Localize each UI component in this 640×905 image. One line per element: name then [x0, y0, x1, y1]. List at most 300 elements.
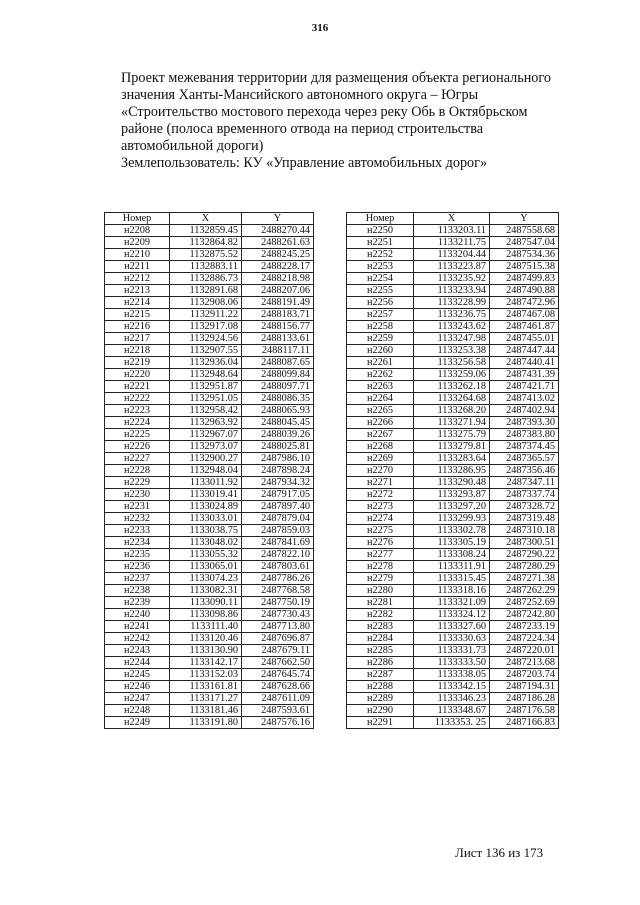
table-row — [105, 381, 314, 393]
y-coordinate-cell: 2487576.16 — [242, 717, 314, 729]
x-coordinate-cell: 1133120.46 — [170, 633, 242, 645]
point-number-cell: н2286 — [347, 657, 414, 669]
y-coordinate-cell: 2487431.39 — [490, 369, 559, 381]
point-number-cell: н2283 — [347, 621, 414, 633]
x-coordinate-cell: 1132864.82 — [170, 237, 242, 249]
table-row — [105, 669, 314, 681]
table-row — [105, 357, 314, 369]
x-coordinate-cell: 1132859.45 — [170, 225, 242, 237]
y-coordinate-cell: 2487547.04 — [490, 237, 559, 249]
table-row — [105, 285, 314, 297]
point-number-cell: н2273 — [347, 501, 414, 513]
y-coordinate-cell: 2488133.61 — [242, 333, 314, 345]
table-row — [105, 717, 314, 729]
x-coordinate-cell: 1133348.67 — [414, 705, 490, 717]
point-number-cell: н2284 — [347, 633, 414, 645]
point-number-cell: н2267 — [347, 429, 414, 441]
table-row — [347, 489, 559, 501]
table-row — [347, 621, 559, 633]
x-coordinate-cell: 1133191.80 — [170, 717, 242, 729]
y-coordinate-cell: 2487166.83 — [490, 717, 559, 729]
table-row — [105, 273, 314, 285]
y-coordinate-cell: 2487413.02 — [490, 393, 559, 405]
table-row — [347, 285, 559, 297]
x-coordinate-cell: 1133279.81 — [414, 441, 490, 453]
y-coordinate-cell: 2487750.19 — [242, 597, 314, 609]
x-coordinate-cell: 1133271.94 — [414, 417, 490, 429]
x-coordinate-cell: 1133223.87 — [414, 261, 490, 273]
point-number-cell: н2288 — [347, 681, 414, 693]
table-row — [105, 309, 314, 321]
point-number-cell: н2215 — [105, 309, 170, 321]
point-number-cell: н2282 — [347, 609, 414, 621]
table-row — [347, 405, 559, 417]
x-coordinate-cell: 1133290.48 — [414, 477, 490, 489]
table-row — [347, 657, 559, 669]
y-coordinate-cell: 2487730.43 — [242, 609, 314, 621]
x-coordinate-cell: 1132951.87 — [170, 381, 242, 393]
table-row — [347, 297, 559, 309]
table-header-row — [105, 213, 314, 225]
point-number-cell: н2211 — [105, 261, 170, 273]
table-row — [105, 453, 314, 465]
table-row — [347, 573, 559, 585]
x-coordinate-cell: 1133233.94 — [414, 285, 490, 297]
x-coordinate-cell: 1132908.06 — [170, 297, 242, 309]
point-number-cell: н2279 — [347, 573, 414, 585]
table-row — [105, 249, 314, 261]
point-number-cell: н2237 — [105, 573, 170, 585]
x-coordinate-cell: 1133311.91 — [414, 561, 490, 573]
point-number-cell: н2285 — [347, 645, 414, 657]
point-number-cell: н2226 — [105, 441, 170, 453]
x-coordinate-cell: 1133321.09 — [414, 597, 490, 609]
point-number-cell: н2239 — [105, 597, 170, 609]
table-row — [347, 537, 559, 549]
table-row — [347, 333, 559, 345]
x-coordinate-cell: 1133299.93 — [414, 513, 490, 525]
table-row — [105, 225, 314, 237]
point-number-cell: н2235 — [105, 549, 170, 561]
table-row — [105, 597, 314, 609]
y-coordinate-cell: 2487986.10 — [242, 453, 314, 465]
y-coordinate-cell: 2488045.45 — [242, 417, 314, 429]
x-coordinate-cell: 1132973.07 — [170, 441, 242, 453]
y-coordinate-cell: 2487841.69 — [242, 537, 314, 549]
x-coordinate-cell: 1132948.04 — [170, 465, 242, 477]
x-coordinate-cell: 1133333.50 — [414, 657, 490, 669]
y-coordinate-cell: 2487224.34 — [490, 633, 559, 645]
table-row — [105, 501, 314, 513]
page-number: 316 — [311, 22, 329, 34]
y-coordinate-cell: 2488087.65 — [242, 357, 314, 369]
point-number-cell: н2250 — [347, 225, 414, 237]
x-coordinate-cell: 1133038.75 — [170, 525, 242, 537]
point-number-cell: н2275 — [347, 525, 414, 537]
table-row — [105, 525, 314, 537]
point-number-cell: н2213 — [105, 285, 170, 297]
table-row — [105, 261, 314, 273]
point-number-cell: н2248 — [105, 705, 170, 717]
x-coordinate-cell: 1133130.90 — [170, 645, 242, 657]
y-coordinate-cell: 2487337.74 — [490, 489, 559, 501]
header-line: «Строительство мостового перехода через реку Обь в Октябрьском — [121, 104, 528, 120]
y-coordinate-cell: 2487300.51 — [490, 537, 559, 549]
y-coordinate-cell: 2487280.29 — [490, 561, 559, 573]
x-coordinate-cell: 1133259.06 — [414, 369, 490, 381]
y-coordinate-cell: 2487558.68 — [490, 225, 559, 237]
x-coordinate-cell: 1132886.73 — [170, 273, 242, 285]
y-coordinate-cell: 2487262.29 — [490, 585, 559, 597]
y-coordinate-cell: 2487328.72 — [490, 501, 559, 513]
table-row — [105, 297, 314, 309]
y-coordinate-cell: 2487383.80 — [490, 429, 559, 441]
y-coordinate-cell: 2487472.96 — [490, 297, 559, 309]
point-number-cell: н2234 — [105, 537, 170, 549]
table-row — [347, 393, 559, 405]
point-number-cell: н2265 — [347, 405, 414, 417]
x-coordinate-cell: 1132911.22 — [170, 309, 242, 321]
table-row — [105, 537, 314, 549]
point-number-cell: н2238 — [105, 585, 170, 597]
x-coordinate-cell: 1133353. 25 — [414, 717, 490, 729]
y-coordinate-cell: 2487628.66 — [242, 681, 314, 693]
y-coordinate-cell: 2487440.41 — [490, 357, 559, 369]
y-coordinate-cell: 2488065.93 — [242, 405, 314, 417]
point-number-cell: н2253 — [347, 261, 414, 273]
point-number-cell: н2254 — [347, 273, 414, 285]
x-coordinate-cell: 1133315.45 — [414, 573, 490, 585]
table-row — [105, 513, 314, 525]
y-coordinate-cell: 2487859.03 — [242, 525, 314, 537]
point-number-cell: н2222 — [105, 393, 170, 405]
table-row — [347, 369, 559, 381]
header-line: Проект межевания территории для размещения объекта регионального — [121, 70, 551, 86]
y-coordinate-cell: 2487220.01 — [490, 645, 559, 657]
x-coordinate-cell: 1132891.68 — [170, 285, 242, 297]
point-number-cell: н2228 — [105, 465, 170, 477]
table-row — [347, 717, 559, 729]
x-coordinate-cell: 1133302.78 — [414, 525, 490, 537]
table-row — [347, 609, 559, 621]
table-row — [347, 633, 559, 645]
y-coordinate-cell: 2487534.36 — [490, 249, 559, 261]
x-coordinate-cell: 1133346.23 — [414, 693, 490, 705]
x-coordinate-cell: 1133262.18 — [414, 381, 490, 393]
point-number-cell: н2225 — [105, 429, 170, 441]
point-number-cell: н2241 — [105, 621, 170, 633]
column-header-y: Y — [242, 213, 314, 225]
x-coordinate-cell: 1133293.87 — [414, 489, 490, 501]
point-number-cell: н2219 — [105, 357, 170, 369]
y-coordinate-cell: 2488261.63 — [242, 237, 314, 249]
y-coordinate-cell: 2487242.80 — [490, 609, 559, 621]
x-coordinate-cell: 1133152.03 — [170, 669, 242, 681]
table-row — [347, 501, 559, 513]
point-number-cell: н2269 — [347, 453, 414, 465]
point-number-cell: н2230 — [105, 489, 170, 501]
y-coordinate-cell: 2487461.87 — [490, 321, 559, 333]
table-row — [105, 561, 314, 573]
table-row — [105, 369, 314, 381]
point-number-cell: н2216 — [105, 321, 170, 333]
y-coordinate-cell: 2488025.81 — [242, 441, 314, 453]
point-number-cell: н2264 — [347, 393, 414, 405]
document-header — [121, 70, 591, 172]
x-coordinate-cell: 1133324.12 — [414, 609, 490, 621]
y-coordinate-cell: 2488086.35 — [242, 393, 314, 405]
x-coordinate-cell: 1133228.99 — [414, 297, 490, 309]
point-number-cell: н2290 — [347, 705, 414, 717]
x-coordinate-cell: 1133074.23 — [170, 573, 242, 585]
y-coordinate-cell: 2487393.30 — [490, 417, 559, 429]
x-coordinate-cell: 1133171.27 — [170, 693, 242, 705]
point-number-cell: н2277 — [347, 549, 414, 561]
table-row — [347, 681, 559, 693]
x-coordinate-cell: 1132958.42 — [170, 405, 242, 417]
table-row — [347, 381, 559, 393]
x-coordinate-cell: 1133235.92 — [414, 273, 490, 285]
x-coordinate-cell: 1133342.15 — [414, 681, 490, 693]
y-coordinate-cell: 2487455.01 — [490, 333, 559, 345]
table-row — [347, 525, 559, 537]
point-number-cell: н2217 — [105, 333, 170, 345]
point-number-cell: н2252 — [347, 249, 414, 261]
point-number-cell: н2245 — [105, 669, 170, 681]
y-coordinate-cell: 2487490.88 — [490, 285, 559, 297]
table-row — [347, 261, 559, 273]
y-coordinate-cell: 2487803.61 — [242, 561, 314, 573]
point-number-cell: н2218 — [105, 345, 170, 357]
y-coordinate-cell: 2487347.11 — [490, 477, 559, 489]
point-number-cell: н2249 — [105, 717, 170, 729]
y-coordinate-cell: 2487898.24 — [242, 465, 314, 477]
x-coordinate-cell: 1133098.86 — [170, 609, 242, 621]
point-number-cell: н2208 — [105, 225, 170, 237]
point-number-cell: н2291 — [347, 717, 414, 729]
point-number-cell: н2261 — [347, 357, 414, 369]
y-coordinate-cell: 2487611.09 — [242, 693, 314, 705]
table-row — [105, 609, 314, 621]
table-row — [105, 345, 314, 357]
x-coordinate-cell: 1133161.81 — [170, 681, 242, 693]
point-number-cell: н2258 — [347, 321, 414, 333]
point-number-cell: н2278 — [347, 561, 414, 573]
y-coordinate-cell: 2487467.08 — [490, 309, 559, 321]
y-coordinate-cell: 2487822.10 — [242, 549, 314, 561]
point-number-cell: н2289 — [347, 693, 414, 705]
table-row — [347, 513, 559, 525]
table-row — [347, 249, 559, 261]
x-coordinate-cell: 1133253.38 — [414, 345, 490, 357]
table-row — [347, 417, 559, 429]
column-header-x: X — [414, 213, 490, 225]
x-coordinate-cell: 1133264.68 — [414, 393, 490, 405]
table-row — [105, 321, 314, 333]
x-coordinate-cell: 1133011.92 — [170, 477, 242, 489]
y-coordinate-cell: 2487365.57 — [490, 453, 559, 465]
point-number-cell: н2255 — [347, 285, 414, 297]
y-coordinate-cell: 2488097.71 — [242, 381, 314, 393]
x-coordinate-cell: 1133033.01 — [170, 513, 242, 525]
y-coordinate-cell: 2488270.44 — [242, 225, 314, 237]
x-coordinate-cell: 1133327.60 — [414, 621, 490, 633]
point-number-cell: н2271 — [347, 477, 414, 489]
y-coordinate-cell: 2487402.94 — [490, 405, 559, 417]
x-coordinate-cell: 1132948.64 — [170, 369, 242, 381]
point-number-cell: н2259 — [347, 333, 414, 345]
y-coordinate-cell: 2487421.71 — [490, 381, 559, 393]
header-line: районе (полоса временного отвода на период строительства — [121, 121, 484, 137]
point-number-cell: н2242 — [105, 633, 170, 645]
y-coordinate-cell: 2487662.50 — [242, 657, 314, 669]
point-number-cell: н2221 — [105, 381, 170, 393]
y-coordinate-cell: 2488099.84 — [242, 369, 314, 381]
point-number-cell: н2244 — [105, 657, 170, 669]
y-coordinate-cell: 2487271.38 — [490, 573, 559, 585]
y-coordinate-cell: 2487593.61 — [242, 705, 314, 717]
point-number-cell: н2229 — [105, 477, 170, 489]
x-coordinate-cell: 1133142.17 — [170, 657, 242, 669]
y-coordinate-cell: 2487186.28 — [490, 693, 559, 705]
x-coordinate-cell: 1133024.89 — [170, 501, 242, 513]
y-coordinate-cell: 2488228.17 — [242, 261, 314, 273]
point-number-cell: н2276 — [347, 537, 414, 549]
x-coordinate-cell: 1133305.19 — [414, 537, 490, 549]
x-coordinate-cell: 1133090.11 — [170, 597, 242, 609]
y-coordinate-cell: 2487194.31 — [490, 681, 559, 693]
y-coordinate-cell: 2487290.22 — [490, 549, 559, 561]
y-coordinate-cell: 2487233.19 — [490, 621, 559, 633]
table-row — [105, 477, 314, 489]
table-row — [347, 561, 559, 573]
table-row — [105, 657, 314, 669]
y-coordinate-cell: 2487679.11 — [242, 645, 314, 657]
y-coordinate-cell: 2487696.87 — [242, 633, 314, 645]
x-coordinate-cell: 1133256.58 — [414, 357, 490, 369]
table-row — [105, 393, 314, 405]
point-number-cell: н2212 — [105, 273, 170, 285]
x-coordinate-cell: 1133283.64 — [414, 453, 490, 465]
table-row — [347, 705, 559, 717]
x-coordinate-cell: 1133308.24 — [414, 549, 490, 561]
table-row — [105, 549, 314, 561]
table-row — [105, 489, 314, 501]
y-coordinate-cell: 2487934.32 — [242, 477, 314, 489]
table-row — [105, 441, 314, 453]
point-number-cell: н2247 — [105, 693, 170, 705]
table-row — [105, 237, 314, 249]
x-coordinate-cell: 1133297.20 — [414, 501, 490, 513]
point-number-cell: н2220 — [105, 369, 170, 381]
table-row — [347, 549, 559, 561]
x-coordinate-cell: 1133330.63 — [414, 633, 490, 645]
table-row — [105, 645, 314, 657]
point-number-cell: н2236 — [105, 561, 170, 573]
y-coordinate-cell: 2488191.49 — [242, 297, 314, 309]
table-row — [347, 357, 559, 369]
x-coordinate-cell: 1132883.11 — [170, 261, 242, 273]
y-coordinate-cell: 2487768.58 — [242, 585, 314, 597]
table-row — [347, 585, 559, 597]
x-coordinate-cell: 1133065.01 — [170, 561, 242, 573]
table-row — [105, 705, 314, 717]
y-coordinate-cell: 2488156.77 — [242, 321, 314, 333]
point-number-cell: н2287 — [347, 669, 414, 681]
table-row — [347, 453, 559, 465]
table-row — [105, 333, 314, 345]
x-coordinate-cell: 1133318.16 — [414, 585, 490, 597]
x-coordinate-cell: 1133243.62 — [414, 321, 490, 333]
table-row — [347, 597, 559, 609]
point-number-cell: н2233 — [105, 525, 170, 537]
y-coordinate-cell: 2487310.18 — [490, 525, 559, 537]
y-coordinate-cell: 2487374.45 — [490, 441, 559, 453]
x-coordinate-cell: 1132917.08 — [170, 321, 242, 333]
point-number-cell: н2231 — [105, 501, 170, 513]
x-coordinate-cell: 1133019.41 — [170, 489, 242, 501]
y-coordinate-cell: 2487515.38 — [490, 261, 559, 273]
y-coordinate-cell: 2487499.83 — [490, 273, 559, 285]
y-coordinate-cell: 2488117.11 — [242, 345, 314, 357]
y-coordinate-cell: 2487917.05 — [242, 489, 314, 501]
x-coordinate-cell: 1133331.73 — [414, 645, 490, 657]
table-row — [347, 645, 559, 657]
x-coordinate-cell: 1132963.92 — [170, 417, 242, 429]
y-coordinate-cell: 2487176.58 — [490, 705, 559, 717]
x-coordinate-cell: 1133268.20 — [414, 405, 490, 417]
x-coordinate-cell: 1132936.04 — [170, 357, 242, 369]
x-coordinate-cell: 1133204.44 — [414, 249, 490, 261]
table-row — [105, 633, 314, 645]
x-coordinate-cell: 1132924.56 — [170, 333, 242, 345]
table-row — [347, 429, 559, 441]
table-row — [105, 405, 314, 417]
table-row — [347, 693, 559, 705]
x-coordinate-cell: 1132875.52 — [170, 249, 242, 261]
table-row — [347, 477, 559, 489]
x-coordinate-cell: 1133338.05 — [414, 669, 490, 681]
x-coordinate-cell: 1133275.79 — [414, 429, 490, 441]
point-number-cell: н2246 — [105, 681, 170, 693]
x-coordinate-cell: 1133211.75 — [414, 237, 490, 249]
point-number-cell: н2270 — [347, 465, 414, 477]
point-number-cell: н2266 — [347, 417, 414, 429]
point-number-cell: н2243 — [105, 645, 170, 657]
point-number-cell: н2281 — [347, 597, 414, 609]
coordinates-table-left — [104, 212, 314, 729]
y-coordinate-cell: 2488218.98 — [242, 273, 314, 285]
table-row — [105, 417, 314, 429]
header-line: значения Ханты-Мансийского автономного округа – Югры — [121, 87, 479, 103]
point-number-cell: н2260 — [347, 345, 414, 357]
y-coordinate-cell: 2487213.68 — [490, 657, 559, 669]
table-row — [347, 669, 559, 681]
column-header-number: Номер — [347, 213, 414, 225]
x-coordinate-cell: 1133082.31 — [170, 585, 242, 597]
y-coordinate-cell: 2487879.04 — [242, 513, 314, 525]
table-row — [347, 345, 559, 357]
point-number-cell: н2223 — [105, 405, 170, 417]
point-number-cell: н2272 — [347, 489, 414, 501]
table-row — [347, 321, 559, 333]
table-row — [105, 429, 314, 441]
table-row — [105, 573, 314, 585]
x-coordinate-cell: 1133236.75 — [414, 309, 490, 321]
x-coordinate-cell: 1133181.46 — [170, 705, 242, 717]
table-row — [347, 237, 559, 249]
land-user-line: Землепользователь: КУ «Управление автомобильных дорог» — [121, 155, 488, 171]
